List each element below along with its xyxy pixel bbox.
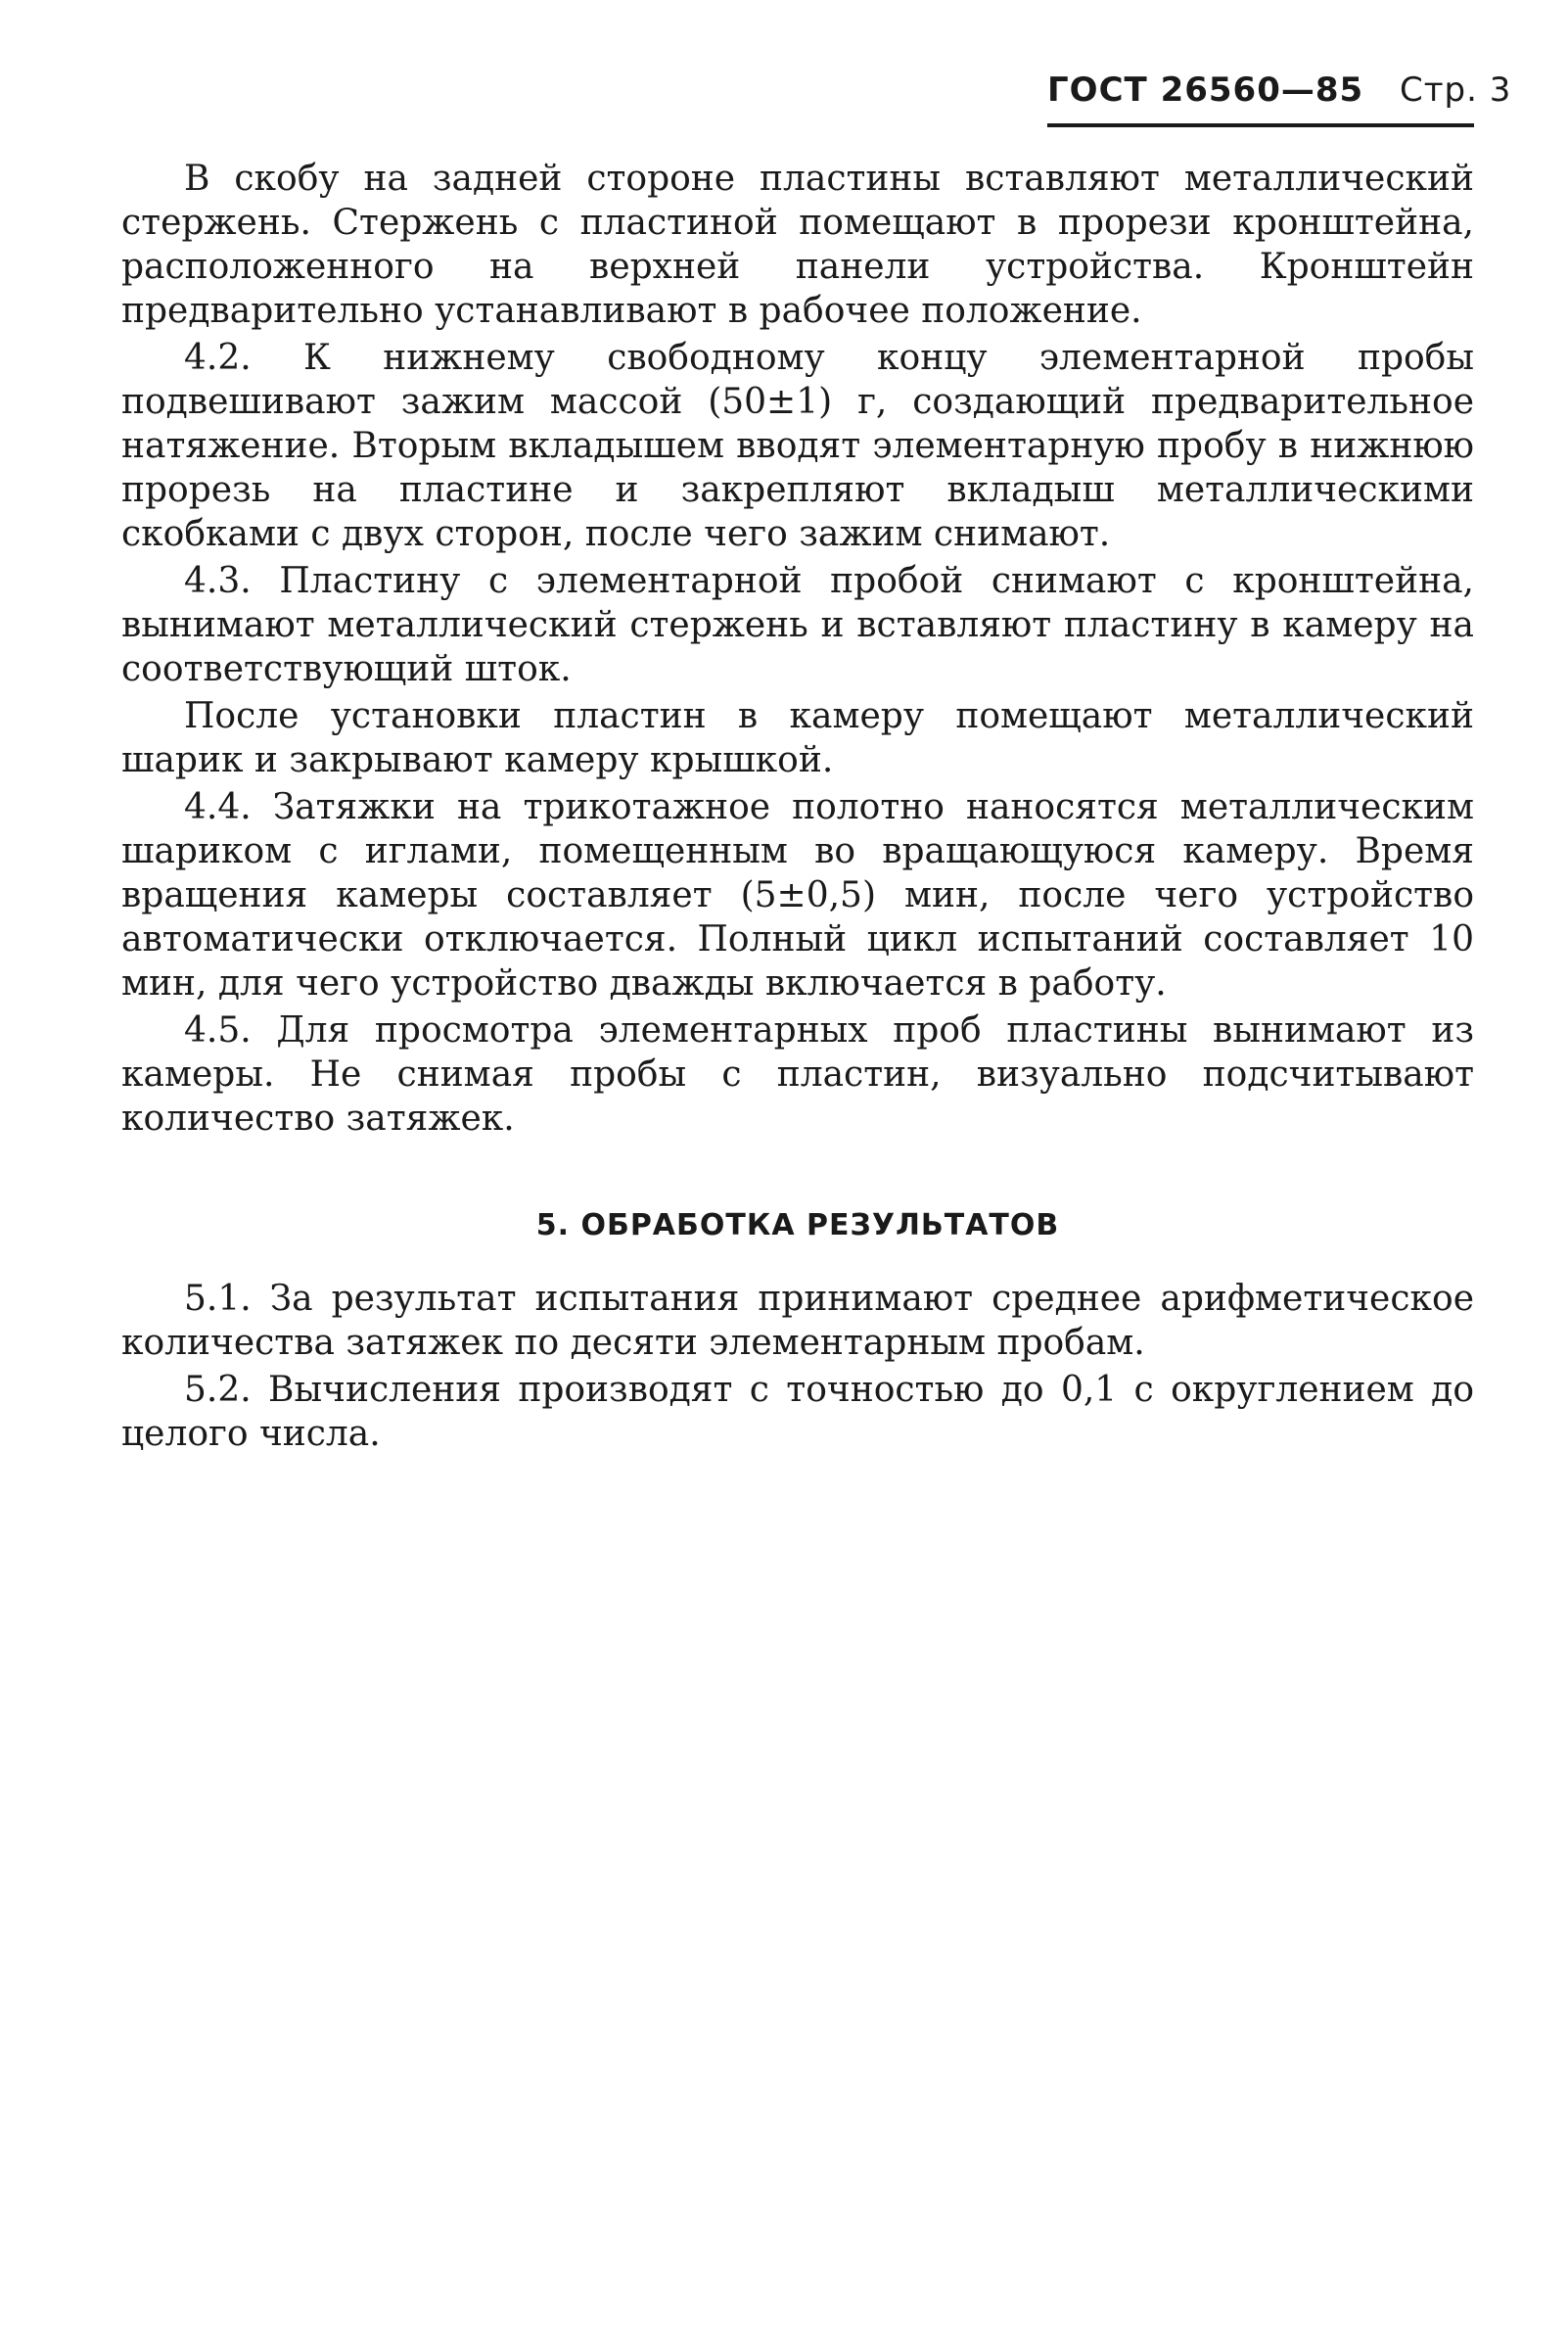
section-5-title: 5. ОБРАБОТКА РЕЗУЛЬТАТОВ: [535, 1208, 1060, 1242]
header-rule: [1047, 123, 1474, 127]
page-header: [1047, 70, 1512, 110]
paragraph-5-2: 5.2. Вычисления производят с точностью до 0,1 с округлением до целого числа.: [121, 1370, 1474, 1454]
header-standard-number: 26560—85: [1160, 70, 1364, 110]
paragraph-4-4: 4.4. Затяжки на трикотажное полотно наносятся металлическим шариком с иглами, помещенным во вращающуюся камеру. Время вращения камеры составляет (5±0,5) мин, после чего устройство автоматически отключается. Полный цикл испытаний составляет 10 мин, для чего устройство дважды включается в работу.: [121, 787, 1474, 1004]
paragraph-5-1: 5.1. За результат испытания принимают среднее арифметическое количества затяжек по десяти элементарным пробам.: [121, 1279, 1474, 1363]
paragraph-4-3: 4.3. Пластину с элементарной пробой снимают с кронштейна, вынимают металлический стержень и вставляют пластину в камеру на соответствующий шток.: [121, 561, 1474, 689]
paragraph-4-1-continued: В скобу на задней стороне пластины вставляют металлический стержень. Стержень с пластиной помещают в прорези кронштейна, расположенного на верхней панели устройства. Кронштейн предварительно устанавливают в рабочее положение.: [121, 159, 1474, 331]
paragraph-4-3-continued: После установки пластин в камеру помещают металлический шарик и закрывают камеру крышкой.: [121, 696, 1474, 780]
document-body: [121, 157, 1474, 1459]
paragraph-4-5: 4.5. Для просмотра элементарных проб пластины вынимают из камеры. Не снимая пробы с пластин, визуально подсчитывают количество затяжек.: [121, 1010, 1474, 1139]
header-page-number: Стр. 3: [1400, 70, 1512, 110]
header-gost-label: ГОСТ: [1047, 70, 1148, 110]
paragraph-4-2: 4.2. К нижнему свободному концу элементарной пробы подвешивают зажим массой (50±1) г, создающий предварительное натяжение. Вторым вкладышем вводят элементарную пробу в нижнюю прорезь на пластине и закрепляют вкладыш металлическими скобками с двух сторон, после чего зажим снимают.: [121, 338, 1474, 554]
